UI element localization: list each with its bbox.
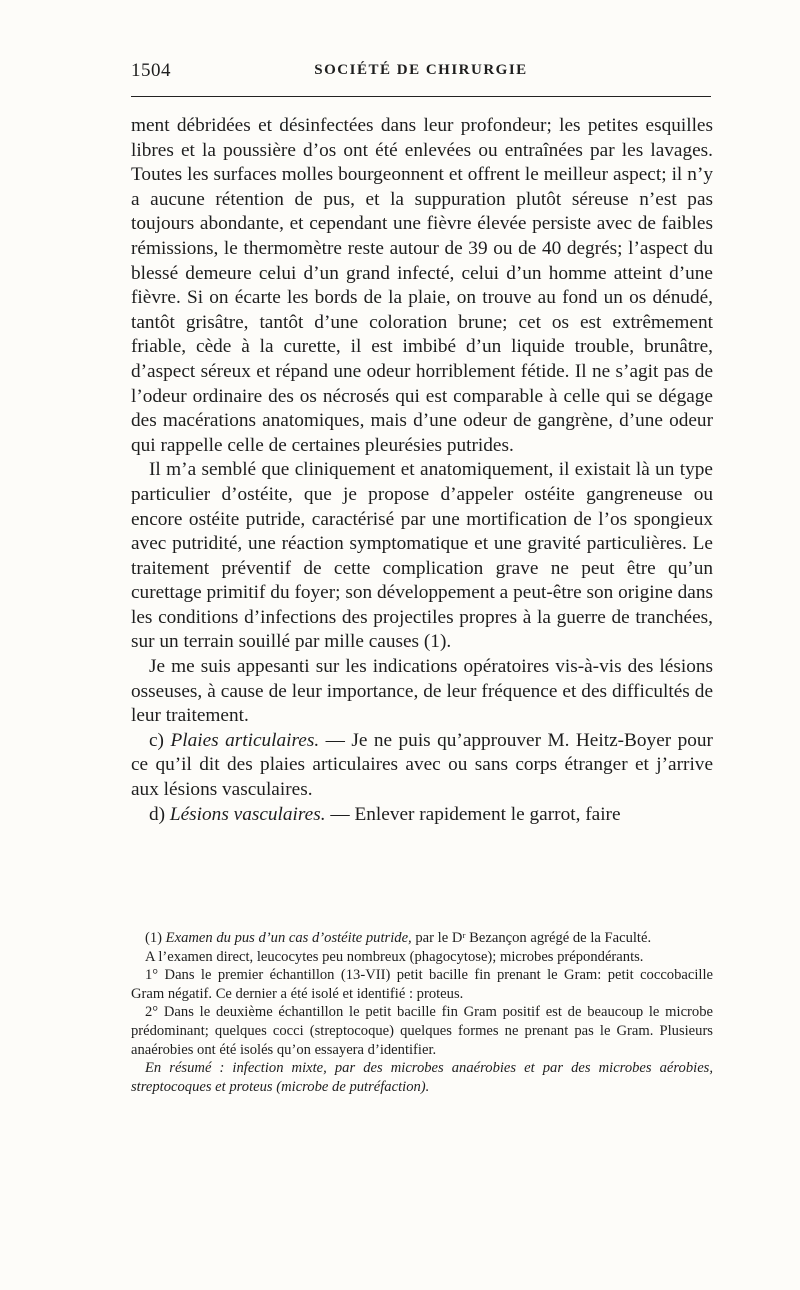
footnote-text: par le Dʳ Bezançon agrégé de la Faculté.	[411, 930, 652, 946]
footnote-paragraph: 1° Dans le premier échantillon (13-VII) petit bacille fin prenant le Gram: petit coccobacille Gram négatif. Ce dernier a été isolé et identifié : proteus.	[131, 967, 713, 1002]
footnote-paragraph	[131, 929, 713, 948]
body-text	[131, 114, 713, 827]
section-marker: d)	[149, 803, 170, 825]
header-rule	[131, 96, 711, 97]
paragraph: ment débridées et désinfectées dans leur profondeur; les petites esquilles libres et la poussière d’os ont été enlevées ou entraînées par les lavages. Toutes les surfaces molles bourgeonnent et offrent le meilleur aspect; il n’y a aucune rétention de pus, et la suppuration plutôt séreuse n’est pas toujours abondante, et cependant une fièvre élevée persiste avec de faibles rémissions, le thermomètre reste autour de 39 ou de 40 degrés; l’aspect du blessé demeure celui d’un grand infecté, celui d’un homme atteint d’une fièvre. Si on écarte les bords de la plaie, on trouve au fond un os dénudé, tantôt grisâtre, tantôt d’une coloration brune; cet os est extrêmement friable, cède à la curette, il est imbibé d’un liquide trouble, brunâtre, d’aspect séreux et répand une odeur horriblement fétide. Il ne s’agit pas de l’odeur ordinaire des os nécrosés qui est comparable à celle qui se dégage des macérations anatomiques, mais d’une odeur de gangrène, d’une odeur qui rappelle celle de certaines pleurésies putrides.	[131, 115, 713, 456]
section-marker: c)	[149, 729, 171, 751]
section-heading: Plaies articulaires.	[170, 729, 320, 751]
paragraph-text: — Je ne puis qu’approuver M. Heitz-Boyer pour ce qu’il dit des plaies articulaires avec ou sans corps étranger et j’arrive aux lésions vasculaires.	[131, 729, 713, 801]
page-header	[131, 60, 711, 88]
footnote-marker: (1)	[145, 930, 166, 946]
footnote-title: Examen du pus d’un cas d’ostéite putride,	[165, 930, 412, 946]
footnote-summary-text: En résumé : infection mixte, par des microbes anaérobies et par des microbes aérobies, streptocoques et proteus (microbe de putréfaction).	[131, 1060, 713, 1095]
paragraph-lesions-vasculaires	[131, 803, 713, 828]
paragraph-plaies-articulaires	[131, 729, 713, 803]
running-head: SOCIÉTÉ DE CHIRURGIE	[314, 62, 528, 78]
footnote-paragraph: A l’examen direct, leucocytes peu nombreux (phagocytose); microbes prépondérants.	[145, 948, 644, 965]
footnote	[131, 929, 713, 1096]
section-heading: Lésions vasculaires.	[169, 803, 326, 825]
paragraph: Je me suis appesanti sur les indications opératoires vis-à-vis des lésions osseuses, à cause de leur importance, de leur fréquence et des difficultés de leur traitement.	[131, 656, 713, 727]
footnote-paragraph: 2° Dans le deuxième échantillon le petit bacille fin Gram positif est de beaucoup le microbe prédominant; quelques cocci (streptocoque) quelques formes ne prenant pas le Gram. Plusieurs anaérobies ont été isolés qu’on essayera d’identifier.	[131, 1004, 713, 1058]
paragraph: Il m’a semblé que cliniquement et anatomiquement, il existait là un type particulier d’ostéite, que je propose d’appeler ostéite gangreneuse ou encore ostéite putride, caractérisé par une mortification de l’os spongieux avec putridité, une réaction symptomatique et une gravité particulières. Le traitement préventif de cette complication grave ne peut être qu’un curettage primitif du foyer; son développement a peut-être son origine dans les conditions d’infections des projectiles propres à la guerre de tranchées, sur un terrain souillé par mille causes (1).	[131, 459, 713, 653]
footnote-summary	[131, 1059, 713, 1096]
page-number: 1504	[131, 60, 171, 81]
paragraph-text: — Enlever rapidement le garrot, faire	[325, 803, 621, 825]
